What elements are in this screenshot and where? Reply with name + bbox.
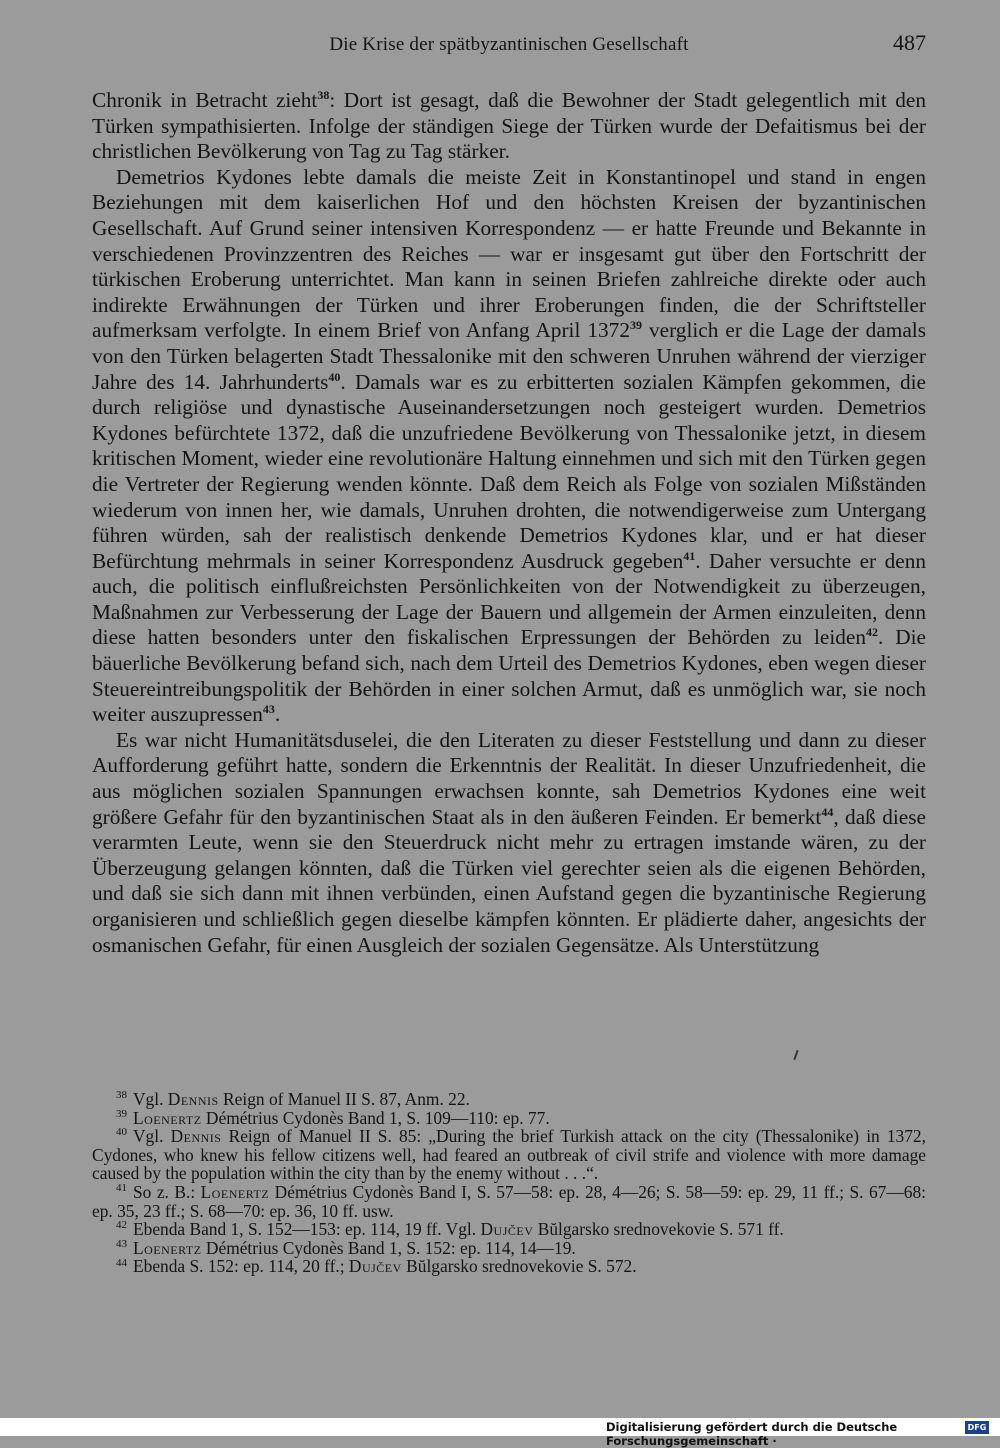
footnote	[92, 1090, 926, 1109]
footnote	[92, 1257, 926, 1276]
footnote-reference: 42	[866, 625, 879, 640]
text-run: Reign of Manuel II S. 87, Anm. 22.	[218, 1089, 470, 1109]
text-run: .	[274, 702, 281, 727]
footnote	[92, 1183, 926, 1220]
running-title: Die Krise der spätbyzantinischen Gesellschaft	[329, 34, 689, 55]
body-text	[92, 88, 926, 958]
footnote-number: 44	[116, 1256, 127, 1269]
footnote	[92, 1220, 926, 1239]
footnote-reference: 44	[821, 804, 834, 819]
footnote-reference: 40	[328, 369, 341, 384]
text-run: Démétrius Cydonès Band 1, S. 109—110: ep. 77.	[201, 1107, 550, 1128]
text-run: Bŭlgarsko srednovekovie S. 572.	[401, 1256, 637, 1277]
text-run: Vgl.	[133, 1126, 171, 1147]
page-number: 487	[893, 30, 926, 55]
text-run: Chronik in Betracht zieht	[92, 88, 318, 112]
footnote-reference: 43	[262, 702, 275, 717]
text-run: Ebenda Band 1, S. 152—153: ep. 114, 19 ff. Vgl.	[133, 1219, 481, 1240]
footnote-number: 38	[116, 1089, 127, 1102]
text-run: Démétrius Cydonès Band I, S. 57—58: ep. 28, 4—26; S. 58—59: ep. 29, 11 ff.; S. 67—68: ep. 35, 23 ff.; S. 68—70: ep. 36, 10 ff. usw.	[92, 1181, 926, 1221]
author-name: Loenertz	[200, 1181, 270, 1202]
author-name: Dujčev	[348, 1256, 402, 1277]
text-run: Bŭlgarsko srednovekovie S. 571 ff.	[533, 1219, 784, 1240]
text-run: : Dort ist gesagt, daß die Bewohner der Stadt gelegentlich mit den Türken sympathisierten. Infolge der ständigen Siege der Türken wurde der Defaitismus bei der christlichen Bevölkerung von Tag zu Tag stärker.	[92, 88, 926, 164]
footnote-number: 42	[116, 1219, 127, 1232]
text-run: . Damals war es zu erbitterten sozialen Kämpfen gekommen, die durch religiöse und dynastische Auseinandersetzungen noch gesteigert wurden. Demetrios Kydones befürchtete 1372, daß die unzufriedene Bevölkerung von Thessalonike jetzt, in diesem kritischen Moment, wieder eine revolutionäre Haltung einnehmen und sich mit den Türken gegen die Vertreter der Regierung wenden könnte. Daß dem Reich als Folge von sozialen Mißständen wiederum von innen her, wie damals, Unruhen drohten, die notwendigerweise zum Untergang führen würden, sah der realistisch denkende Demetrios Kydones klar, und er hat dieser Befürchtung mehrmals in seiner Korrespondenz Ausdruck gegeben	[92, 369, 926, 573]
footnote	[92, 1127, 926, 1183]
author-name: Loenertz	[133, 1237, 202, 1258]
stray-mark	[793, 1050, 798, 1060]
footnotes	[92, 1090, 926, 1276]
paragraph	[92, 88, 926, 165]
text-run: Vgl.	[133, 1089, 168, 1109]
text-run: Es war nicht Humanitätsduselei, die den Literaten zu dieser Feststellung und dann zu dieser Aufforderung geführt hatte, sondern die Erkenntnis der Realität. In dieser Unzufriedenheit, die aus möglichen sozialen Spannungen erwachsen konnte, sah Demetrios Kydones eine weit größere Gefahr für den byzantinischen Staat als in den äußeren Feinden. Er bemerkt	[92, 727, 926, 829]
author-name: Dujčev	[480, 1219, 534, 1240]
footnote-reference: 39	[629, 318, 642, 333]
dfg-logo: DFG	[965, 1421, 989, 1434]
text-run: , daß diese verarmten Leute, wenn sie den Steuerdruck nicht mehr zu ertragen imstande wären, zu der Überzeugung gelangen könnten, daß die Türken viel gerechter seien als die eigenen Behörden, und daß sie sich dann mit ihnen verbünden, einen Aufstand gegen die byzantinische Regierung organisieren und schließlich gegen dieselbe kämpfen könnten. Er plädierte daher, angesichts der osmanischen Gefahr, für einen Ausgleich der sozialen Gegensätze. Als Unterstützung	[92, 804, 926, 957]
footnote	[92, 1109, 926, 1128]
footnote-reference: 41	[683, 548, 696, 563]
text-run: verglich er die Lage der damals von den Türken belagerten Stadt Thessalonike mit den schweren Unruhen während der vierziger Jahre des 14. Jahrhunderts	[92, 318, 927, 394]
paragraph	[92, 165, 926, 728]
text-run: Reign of Manuel II S. 85: „During the brief Turkish attack on the city (Thessalonike) in 1372, Cydones, who knew his fellow citizens well, had feared an outbreak of civil strife and violence with more damage caused by the population within the city than by the enemy without . . .“.	[92, 1126, 926, 1184]
text-run: . Die bäuerliche Bevölkerung befand sich, nach dem Urteil des Demetrios Kydones, eben wegen dieser Steuereintreibungspolitik der Behörden in einer solchen Armut, daß es unmöglich war, sie noch weiter auszupressen	[92, 625, 926, 727]
page-header	[92, 30, 926, 64]
text-run: Demetrios Kydones lebte damals die meiste Zeit in Konstantinopel und stand in engen Beziehungen mit dem kaiserlichen Hof und den höchsten Kreisen der byzantinischen Gesellschaft. Auf Grund seiner intensiven Korrespondenz — er hatte Freunde und Bekannte in verschiedenen Provinzzentren des Reiches — war er insgesamt gut über den Fortschritt der türkischen Eroberung unterrichtet. Man kann in seinen Briefen zahlreiche direkte oder auch indirekte Erwähnungen der Türken und ihrer Eroberungen finden, die der Schriftsteller aufmerksam verfolgte. In einem Brief von Anfang April 1372	[92, 164, 926, 343]
text-run: Ebenda S. 152: ep. 114, 20 ff.;	[133, 1256, 349, 1277]
footnote-number: 41	[116, 1182, 127, 1195]
text-run: . Daher versuchte er denn auch, die politisch einflußreichsten Persönlichkeiten von der Notwendigkeit zu überzeugen, Maßnahmen zur Verbesserung der Lage der Bauern und allgemein der Armen einzuleiten, denn diese hatten besonders unter den fiskalischen Erpressungen der Behörden zu leiden	[92, 548, 926, 650]
text-run: So z. B.:	[133, 1181, 201, 1202]
paragraph	[92, 728, 926, 958]
author-name: Loenertz	[133, 1107, 202, 1128]
footnote-number: 43	[116, 1237, 127, 1250]
footnote-number: 39	[116, 1107, 127, 1120]
digitization-credit: Digitalisierung gefördert durch die Deutsche Forschungsgemeinschaft ·	[606, 1420, 898, 1448]
text-run: Démétrius Cydonès Band 1, S. 152: ep. 114, 14—19.	[201, 1237, 576, 1258]
footnote-number: 40	[116, 1126, 127, 1139]
footnote-reference: 38	[317, 87, 330, 102]
author-name: Dennis	[167, 1089, 219, 1109]
footnote	[92, 1239, 926, 1258]
author-name: Dennis	[170, 1126, 222, 1147]
